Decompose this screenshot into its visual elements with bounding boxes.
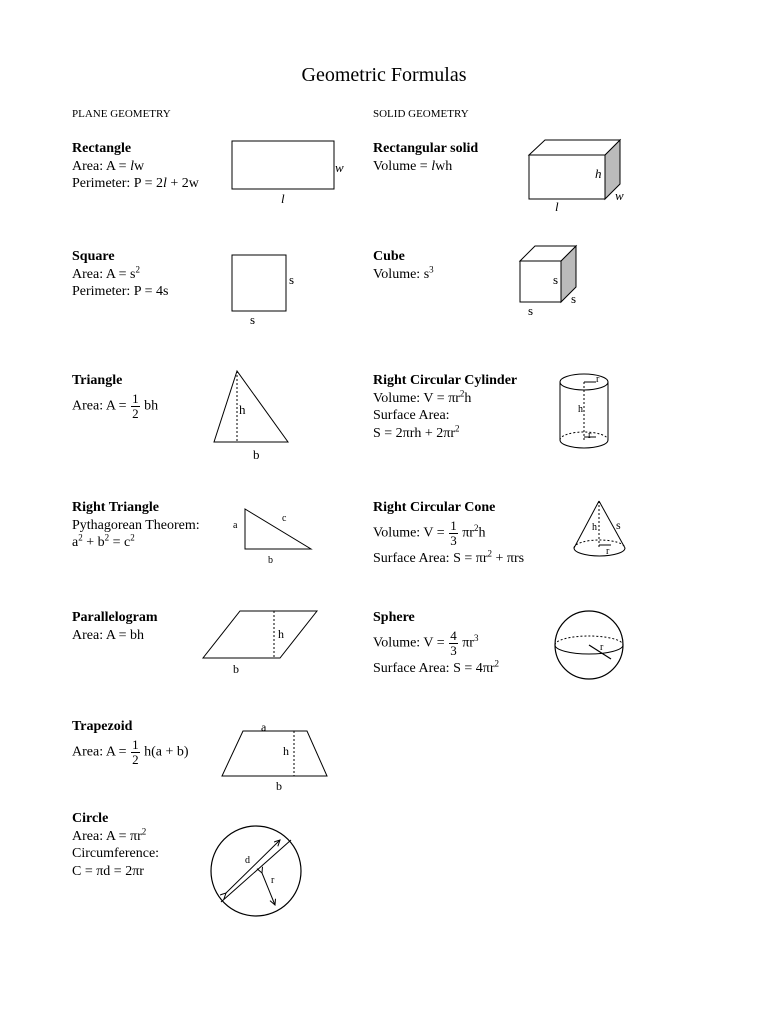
denominator: 3 bbox=[450, 532, 457, 548]
area-rest: h(a + b) bbox=[140, 744, 189, 760]
sphere-r-label: r bbox=[600, 642, 604, 653]
rectangle-title: Rectangle bbox=[72, 141, 132, 156]
cone-title: Right Circular Cone bbox=[373, 500, 496, 515]
sa-text: Surface Area: S = πr bbox=[373, 550, 488, 566]
volume-rest: h bbox=[464, 390, 472, 406]
square-title: Square bbox=[72, 249, 115, 264]
area-label: Area: A = bbox=[72, 158, 131, 174]
perimeter-label: Perimeter: P = 2 bbox=[72, 176, 163, 191]
volume-end: h bbox=[478, 525, 486, 541]
right-triangle-a-label: a bbox=[233, 520, 238, 531]
circumference-equation: C = πd = 2πr bbox=[72, 863, 144, 879]
sa-text: Surface Area: S = 4πr bbox=[373, 660, 495, 676]
volume-label: Volume: V = bbox=[373, 525, 449, 541]
circumference-label: Circumference: bbox=[72, 846, 160, 861]
circle-r-label: r bbox=[271, 875, 275, 886]
circle-d-label: d bbox=[245, 855, 250, 866]
square-side-label: s bbox=[289, 272, 295, 287]
trapezoid-h-label: h bbox=[283, 744, 289, 758]
triangle-title: Triangle bbox=[72, 373, 123, 388]
exponent: 2 bbox=[487, 547, 492, 558]
plus-b: + b bbox=[82, 535, 105, 550]
var-a: a bbox=[72, 535, 79, 550]
cylinder-volume-text: Volume: V = πr bbox=[373, 390, 460, 406]
circle-area-text: Area: A = πr bbox=[72, 828, 142, 844]
exponent: 2 bbox=[473, 522, 479, 533]
cube-title: Cube bbox=[373, 249, 405, 264]
cylinder-title: Right Circular Cylinder bbox=[373, 373, 518, 388]
numerator: 4 bbox=[450, 627, 457, 643]
rect-solid-title: Rectangular solid bbox=[373, 141, 479, 156]
exponent: 2 bbox=[459, 387, 465, 398]
denominator: 3 bbox=[450, 642, 457, 658]
trapezoid-b-label: b bbox=[276, 779, 282, 793]
trapezoid-a-label: a bbox=[261, 720, 267, 734]
parallelogram-b-label: b bbox=[233, 662, 239, 676]
area-rest: bh bbox=[140, 398, 159, 414]
parallelogram-h-label: h bbox=[278, 627, 284, 641]
triangle-h-label: h bbox=[239, 402, 246, 417]
denominator: 2 bbox=[132, 405, 139, 421]
sa-end: + πrs bbox=[491, 550, 525, 566]
equals-c: = c bbox=[109, 535, 131, 550]
square-perimeter: Perimeter: P = 4s bbox=[72, 284, 169, 299]
cube-side-label: s bbox=[528, 303, 534, 318]
volume-rest: πr bbox=[458, 525, 474, 541]
rect-solid-l-label: l bbox=[555, 199, 559, 214]
solid-geometry-heading: SOLID GEOMETRY bbox=[373, 108, 469, 120]
triangle-b-label: b bbox=[253, 447, 260, 462]
volume-rest: πr bbox=[458, 635, 474, 651]
right-triangle-b-label: b bbox=[268, 555, 273, 566]
exponent: 2 bbox=[141, 825, 147, 836]
sphere-title: Sphere bbox=[373, 610, 415, 625]
cube-side-label: s bbox=[571, 291, 577, 306]
var-w: w bbox=[133, 158, 145, 174]
exponent: 3 bbox=[473, 632, 479, 643]
cone-s-label: s bbox=[616, 518, 621, 532]
numerator: 1 bbox=[450, 517, 457, 533]
right-triangle-title: Right Triangle bbox=[72, 500, 159, 515]
volume-label: Volume: V = bbox=[373, 635, 449, 651]
cone-r-label: r bbox=[606, 546, 610, 557]
denominator: 2 bbox=[132, 751, 139, 767]
var-l: l bbox=[130, 158, 134, 174]
var-l: l bbox=[162, 176, 167, 191]
cylinder-h-label: h bbox=[578, 404, 583, 415]
exponent: 2 bbox=[455, 422, 460, 433]
circle-title: Circle bbox=[72, 811, 109, 826]
square-area-text: Area: A = s bbox=[72, 266, 136, 282]
perimeter-rest: + 2w bbox=[166, 176, 199, 191]
area-label: Area: A = bbox=[72, 398, 131, 414]
cube-side-label: s bbox=[553, 272, 559, 287]
right-triangle-c-label: c bbox=[282, 513, 287, 524]
plane-geometry-heading: PLANE GEOMETRY bbox=[72, 108, 171, 120]
exponent: 2 bbox=[78, 532, 83, 543]
cube-volume-text: Volume: s bbox=[373, 266, 430, 282]
exponent: 2 bbox=[494, 657, 499, 668]
rect-solid-h-label: h bbox=[595, 166, 602, 181]
area-label: Area: A = bbox=[72, 744, 131, 760]
parallelogram-area: Area: A = bh bbox=[72, 627, 145, 643]
parallelogram-title: Parallelogram bbox=[72, 610, 158, 625]
exponent: 2 bbox=[130, 532, 135, 543]
exponent: 3 bbox=[429, 263, 434, 274]
rectangle-l-label: l bbox=[281, 191, 285, 206]
sa-text: S = 2πrh + 2πr bbox=[373, 425, 456, 441]
volume-label: Volume = bbox=[373, 158, 432, 174]
cylinder-r-label: r bbox=[596, 374, 600, 385]
rectangle-w-label: w bbox=[335, 160, 344, 175]
cylinder-r-label: r bbox=[588, 430, 592, 441]
pythagorean-label: Pythagorean Theorem: bbox=[72, 517, 200, 533]
var-l: l bbox=[431, 158, 436, 174]
volume-rest: wh bbox=[435, 158, 453, 174]
numerator: 1 bbox=[132, 390, 139, 406]
numerator: 1 bbox=[132, 736, 139, 752]
cylinder-sa-label: Surface Area: bbox=[373, 408, 450, 423]
exponent: 2 bbox=[104, 532, 110, 543]
exponent: 2 bbox=[135, 263, 140, 274]
page-title: Geometric Formulas bbox=[301, 64, 467, 86]
rect-solid-w-label: w bbox=[615, 188, 624, 203]
square-side-label: s bbox=[250, 312, 256, 327]
trapezoid-title: Trapezoid bbox=[72, 719, 133, 734]
cone-h-label: h bbox=[592, 522, 597, 533]
